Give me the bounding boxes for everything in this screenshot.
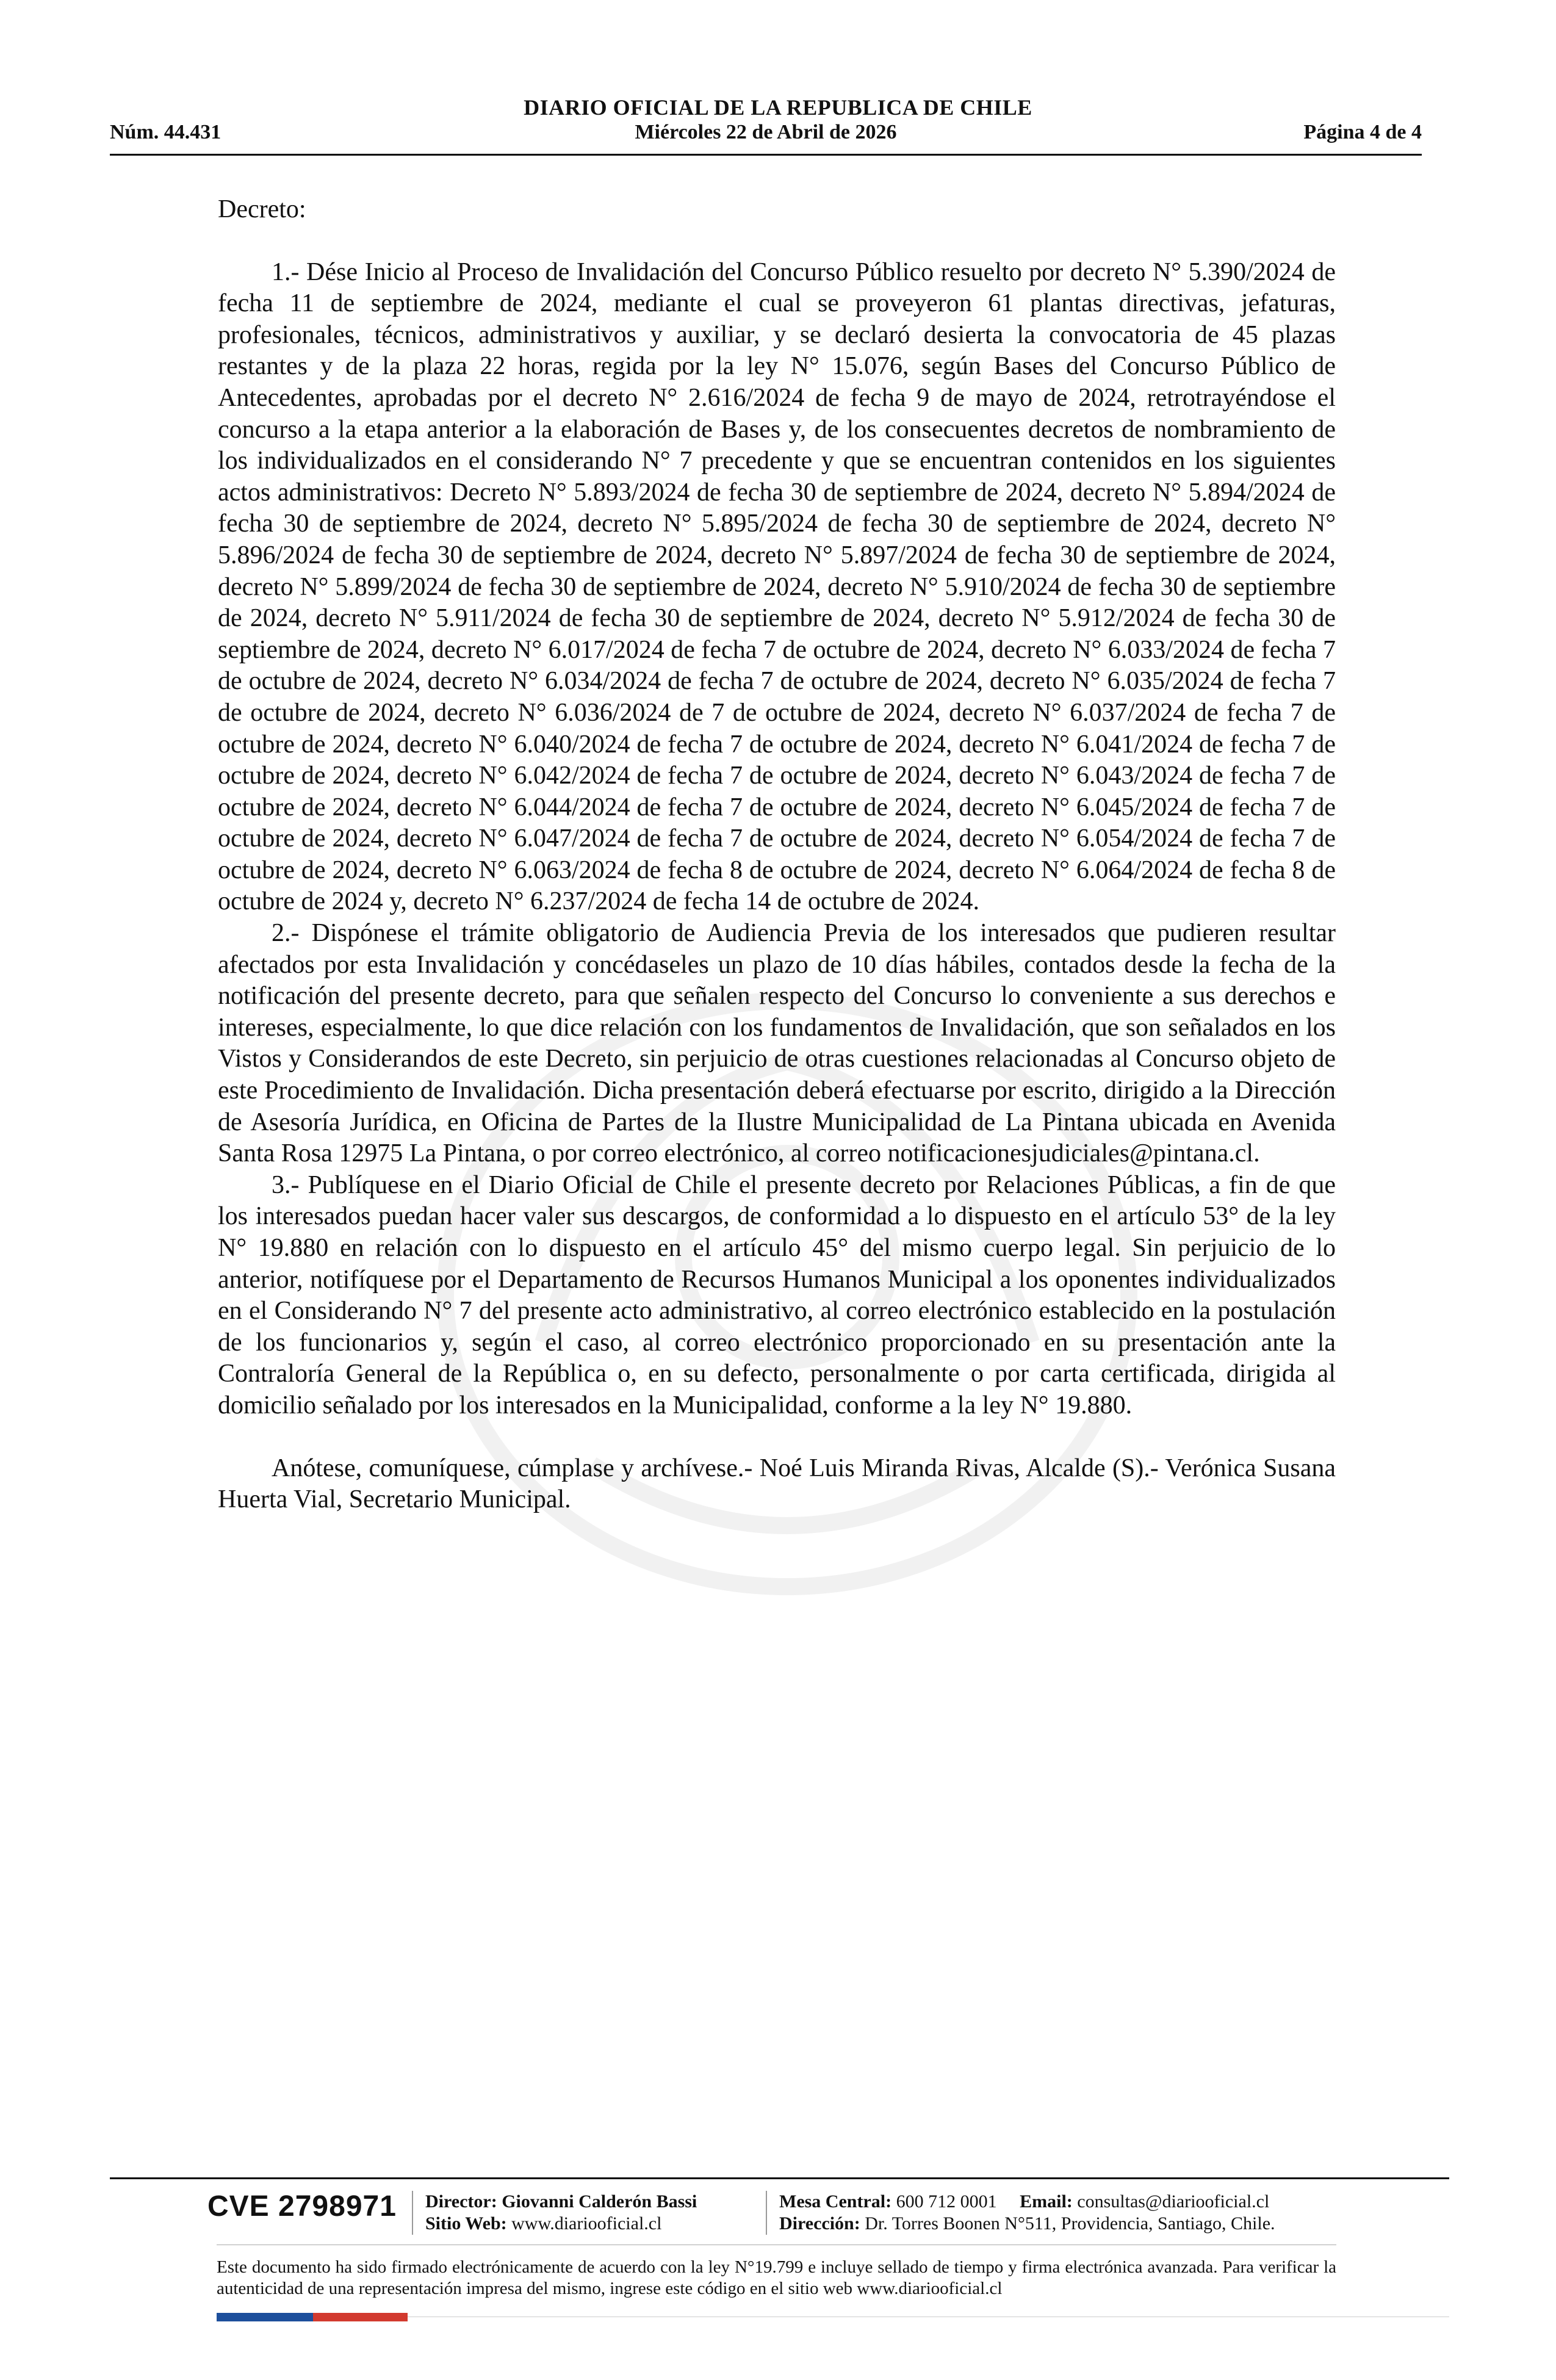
electronic-signature-notice: Este documento ha sido firmado electrónicamente de acuerdo con la ley N°19.799 e incluye sellado de tiempo y firma electrónica avanzada. Para verificar la autenticidad de una representación impresa del mismo, ingrese este código en el sitio web www.diariooficial.cl — [217, 2257, 1336, 2298]
email-link[interactable]: consultas@diariooficial.cl — [1077, 2191, 1270, 2212]
website-label: Sitio Web: — [425, 2213, 507, 2234]
decree-heading: Decreto: — [218, 195, 306, 223]
article-2: 2.- Dispónese el trámite obligatorio de Audiencia Previa de los interesados que pudieren resultar afectados por esta Invalidación y concédaseles un plazo de 10 días hábiles, contados desde la fecha de la notificación del presente decreto, para que señalen respecto del Concurso lo conveniente a sus derechos e intereses, especialmente, lo que dice relación con los fundamentos de Invalidación, que son señalados en los Vistos y Considerandos de este Decreto, sin perjuicio de otras cuestiones relacionadas al Concurso objeto de este Procedimiento de Invalidación. Dicha presentación deberá efectuarse por escrito, dirigido a la Dirección de Asesoría Jurídica, en Oficina de Partes de la Ilustre Municipalidad de La Pintana ubicada en Avenida Santa Rosa 12975 La Pintana, o por correo electrónico, al correo notificacionesjudiciales@pintana.cl. — [218, 919, 1336, 1168]
website-link[interactable]: www.diariooficial.cl — [511, 2213, 662, 2234]
flag-stripe-blue — [217, 2313, 313, 2321]
footer-director-block — [425, 2191, 697, 2235]
phone-label: Mesa Central: — [779, 2191, 892, 2212]
header-row — [110, 121, 1422, 149]
footer-separator — [766, 2191, 767, 2235]
closing-signatures: Anótese, comuníquese, cúmplase y archívese.- Noé Luis Miranda Rivas, Alcalde (S).- Verónica Susana Huerta Vial, Secretario Municipal. — [218, 1454, 1336, 1514]
header-divider — [110, 154, 1422, 156]
flag-stripe-red — [313, 2313, 408, 2321]
footer-separator — [412, 2191, 413, 2235]
article-3: 3.- Publíquese en el Diario Oficial de Chile el presente decreto por Relaciones Públicas, a fin de que los interesados puedan hacer valer sus descargos, de conformidad a lo dispuesto en el artículo 53° de la ley N° 19.880 en relación con lo dispuesto en el artículo 45° del mismo cuerpo legal. Sin perjuicio de lo anterior, notifíquese por el Departamento de Recursos Humanos Municipal a los oponentes individualizados en el Considerando N° 7 del presente acto administrativo, al correo electrónico establecido en la postulación de los funcionarios y, según el caso, al correo electrónico proporcionado en su presentación ante la Contraloría General de la República o, en su defecto, personalmente o por carta certificada, dirigida al domicilio señalado por los interesados en la Municipalidad, conforme a la ley N° 19.880. — [218, 1170, 1336, 1419]
issue-date: Miércoles 22 de Abril de 2026 — [635, 121, 897, 143]
article-1: 1.- Dése Inicio al Proceso de Invalidación del Concurso Público resuelto por decreto N° 5.390/2024 de fecha 11 de septiembre de 2024, mediante el cual se proveyeron 61 plantas directivas, jefaturas, profesionales, técnicos, administrativos y auxiliar, y se declaró desierta la convocatoria de 45 plazas restantes y de la plaza 22 horas, regida por la ley N° 15.076, según Bases del Concurso Público de Antecedentes, aprobadas por el decreto N° 2.616/2024 de fecha 9 de mayo de 2024, retrotrayéndose el concurso a la etapa anterior a la elaboración de Bases y, de los consecuentes decretos de nombramiento de los individualizados en el considerando N° 7 precedente y que se encuentran contenidos en los siguientes actos administrativos: Decreto N° 5.893/2024 de fecha 30 de septiembre de 2024, decreto N° 5.894/2024 de fecha 30 de septiembre de 2024, decreto N° 5.895/2024 de fecha 30 de septiembre de 2024, decreto N° 5.896/2024 de fecha 30 de septiembre de 2024, decreto N° 5.897/2024 de fecha 30 de septiembre de 2024, decreto N° 5.899/2024 de fecha 30 de septiembre de 2024, decreto N° 5.910/2024 de fecha 30 de septiembre de 2024, decreto N° 5.911/2024 de fecha 30 de septiembre de 2024, decreto N° 5.912/2024 de fecha 30 de septiembre de 2024, decreto N° 6.017/2024 de fecha 7 de octubre de 2024, decreto N° 6.033/2024 de fecha 7 de octubre de 2024, decreto N° 6.034/2024 de fecha 7 de octubre de 2024, decreto N° 6.035/2024 de fecha 7 de octubre de 2024, decreto N° 6.036/2024 de 7 de octubre de 2024, decreto N° 6.037/2024 de fecha 7 de octubre de 2024, decreto N° 6.040/2024 de fecha 7 de octubre de 2024, decreto N° 6.041/2024 de fecha 7 de octubre de 2024, decreto N° 6.042/2024 de fecha 7 de octubre de 2024, decreto N° 6.043/2024 de fecha 7 de octubre de 2024, decreto N° 6.044/2024 de fecha 7 de octubre de 2024, decreto N° 6.045/2024 de fecha 7 de octubre de 2024, decreto N° 6.047/2024 de fecha 7 de octubre de 2024, decreto N° 6.054/2024 de fecha 7 de octubre de 2024, decreto N° 6.063/2024 de fecha 8 de octubre de 2024, decreto N° 6.064/2024 de fecha 8 de octubre de 2024 y, decreto N° 6.237/2024 de fecha 14 de octubre de 2024. — [218, 258, 1336, 916]
address-value: Dr. Torres Boonen N°511, Providencia, Santiago, Chile. — [865, 2213, 1275, 2234]
phone-value: 600 712 0001 — [896, 2191, 997, 2212]
page-number: Página 4 de 4 — [1303, 121, 1422, 143]
cve-code: CVE 2798971 — [207, 2190, 397, 2223]
director-name: Giovanni Calderón Bassi — [502, 2191, 697, 2212]
email-label: Email: — [1020, 2191, 1073, 2212]
address-label: Dirección: — [779, 2213, 860, 2234]
website-line — [425, 2213, 697, 2235]
decree-body — [218, 194, 1336, 1516]
address-line — [779, 2213, 1275, 2235]
contact-line — [779, 2191, 1275, 2213]
director-label: Director: — [425, 2191, 497, 2212]
director-line — [425, 2191, 697, 2213]
footer-contact-block — [779, 2191, 1275, 2235]
publication-title: DIARIO OFICIAL DE LA REPUBLICA DE CHILE — [524, 95, 1032, 120]
footer-divider — [110, 2177, 1449, 2179]
issue-number: Núm. 44.431 — [110, 121, 222, 143]
